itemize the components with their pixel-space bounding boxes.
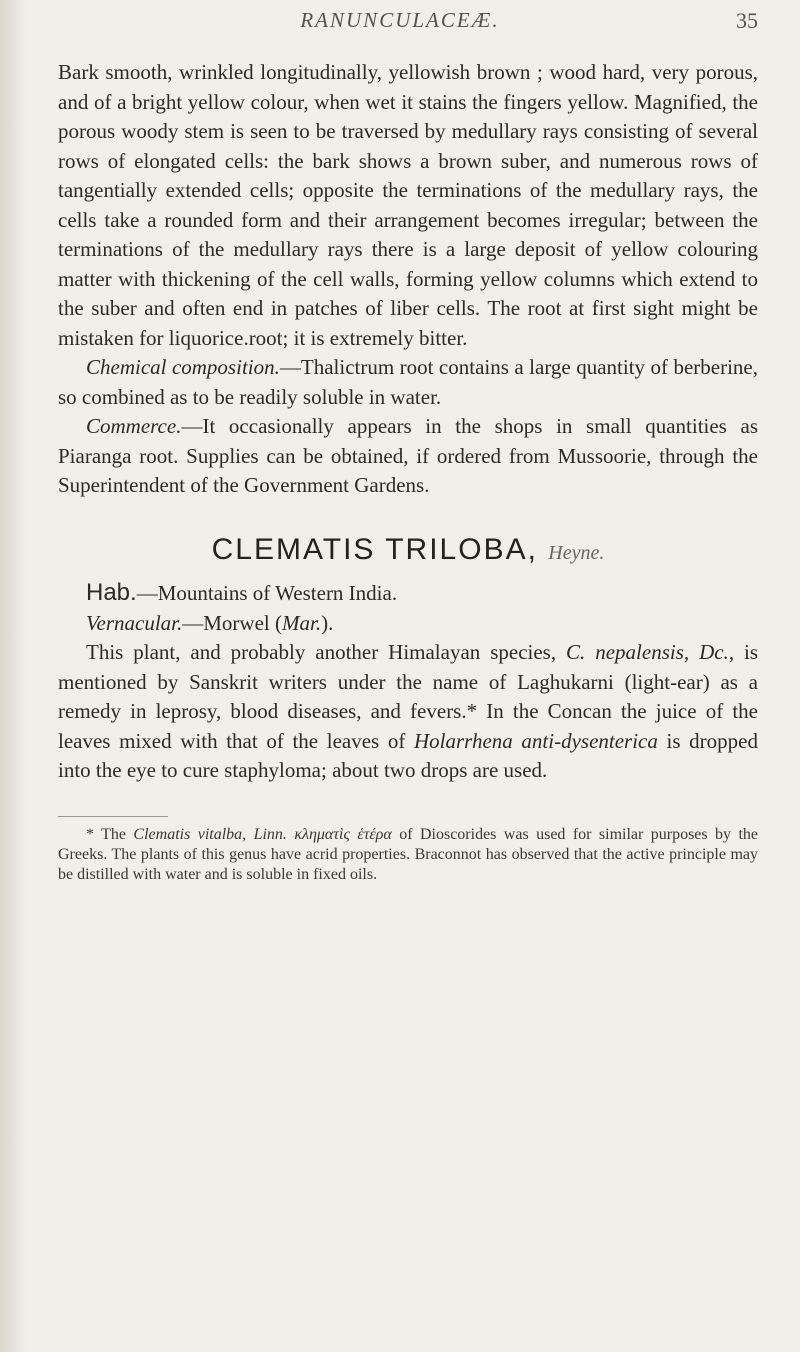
chemical-composition-paragraph	[58, 353, 758, 412]
habitat-label: Hab.	[86, 579, 137, 606]
vernacular-text-pre: —Morwel (	[182, 610, 282, 635]
footnote	[58, 825, 758, 885]
bark-description-paragraph: Bark smooth, wrinkled longitudinally, yellowish brown ; wood hard, very porous, and of a bright yellow colour, when wet it stains the fingers yellow. Magnified, the porous woody stem is seen to be traversed by medullary rays consisting of several rows of elongated cells: the bark shows a brown suber, and numerous rows of tangentially extended cells; opposite the terminations of the medullary rays, the cells take a rounded form and their arrangement becomes irregular; between the terminations of the medullary rays there is a large deposit of yellow colouring matter with thickening of the cell walls, forming yellow columns which extend to the suber and often end in patches of liber cells. The root at first sight might be mistaken for liquorice.root; it is extremely bitter.	[58, 60, 758, 350]
chemical-composition-label: Chemical composition.	[86, 355, 280, 379]
clematis-text-3: is dropped into the eye to cure staphyloma; about two drops are used.	[58, 728, 758, 782]
running-head: RANUNCULACEÆ.	[300, 8, 500, 32]
vernacular-text-post: ).	[321, 610, 334, 635]
vernacular-label: Vernacular.	[86, 610, 183, 635]
page-number: 35	[736, 8, 758, 33]
vernacular-paragraph	[58, 609, 758, 639]
commerce-text: —It occasionally appears in the shops in small quantities as Piaranga root. Supplies can be obtained, if ordered from Mussoorie, through the Superintendent of the Government Gardens.	[58, 414, 758, 497]
footnote-species: Clematis vitalba, Linn.	[133, 825, 287, 843]
holarrhena-species: Holarrhena anti-dysenterica	[414, 728, 658, 753]
clematis-text-2: , is mentioned by Sanskrit writers under the name of Laghukarni (light-ear) as a remedy in leprosy, blood diseases, and fevers.* In the Concan the juice of the leaves mixed with that of the leaves of	[58, 640, 758, 753]
section-author: Heyne.	[548, 541, 605, 564]
habitat-text: —Mountains of Western India.	[136, 581, 398, 605]
section-heading	[58, 532, 758, 569]
clematis-text-1: This plant, and probably another Himalayan species,	[86, 640, 567, 664]
commerce-paragraph	[58, 412, 758, 501]
page-body	[58, 58, 758, 885]
footnote-greek: κληματὶς ἑτέρα	[286, 825, 392, 843]
clematis-description-paragraph	[58, 638, 758, 786]
chemical-composition-text: —Thalictrum root contains a large quantity of berberine, so combined as to be readily soluble in water.	[58, 355, 759, 409]
footnote-marker: * The	[86, 825, 134, 843]
footnote-rule	[58, 816, 168, 817]
footnote-text: of Dioscorides was used for similar purposes by the Greeks. The plants of this genus have acrid properties. Braconnot has observed that the active principle may be distilled with water and is soluble in fixed oils.	[58, 825, 759, 883]
section-title: CLEMATIS TRILOBA,	[211, 532, 538, 566]
page-gutter-shadow	[0, 0, 26, 1352]
page-header	[0, 8, 800, 44]
vernacular-abbr: Mar.	[281, 610, 322, 635]
commerce-label: Commerce.	[86, 414, 182, 438]
clematis-species: C. nepalensis, Dc.	[566, 640, 729, 664]
habitat-paragraph	[58, 578, 758, 609]
